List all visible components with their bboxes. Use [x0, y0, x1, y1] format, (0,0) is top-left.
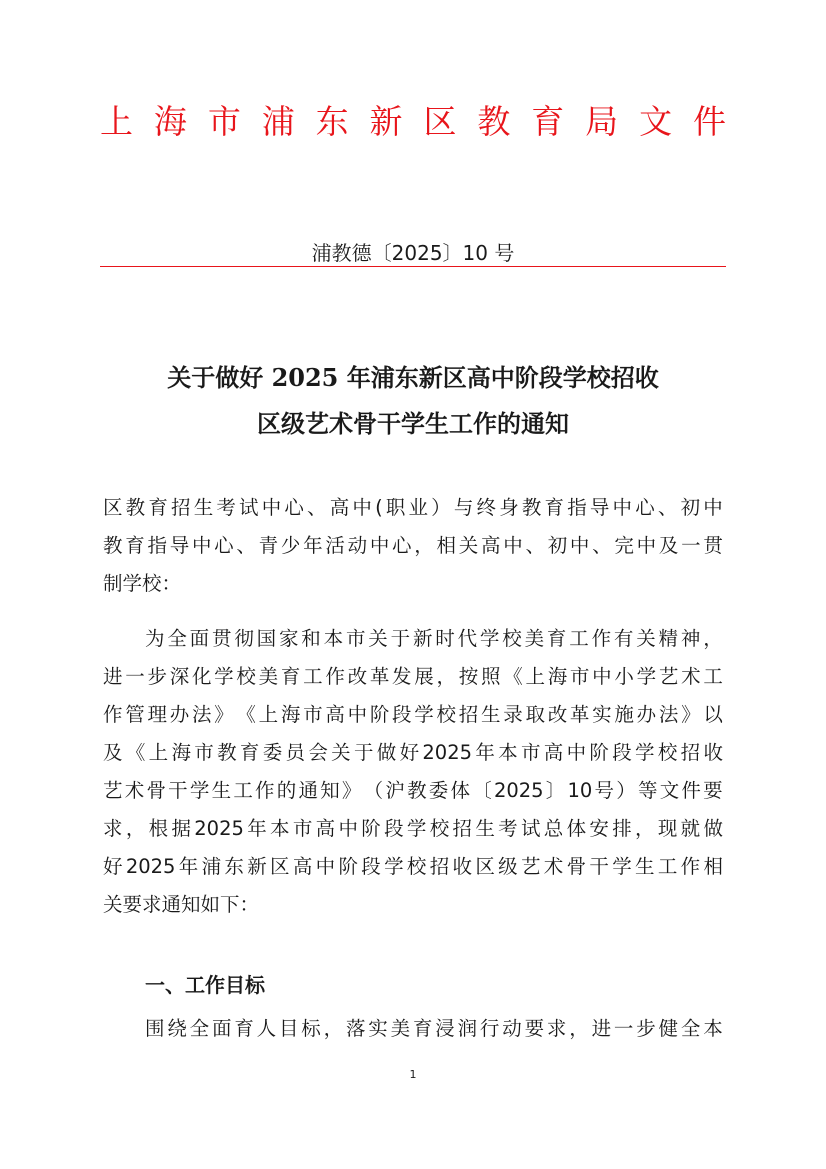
addressee-line: 教 育 指 导 中 心 、 青 少 年 活 动 中 心 ， 相 关 高 中 、 初 中 、 完 中 及 一 贯	[103, 534, 723, 557]
paragraph-line: 求 ， 根 据 2025 年 本 市 高 中 阶 段 学 校 招 生 考 试 总 体 安 排 ， 现 就 做	[103, 817, 723, 840]
issuer-header-char: 上	[100, 102, 133, 141]
paragraph-intro	[103, 620, 723, 924]
issuer-header-char: 育	[531, 102, 565, 141]
paragraph-goals	[103, 1010, 723, 1048]
issuer-header-char: 海	[153, 102, 187, 141]
issuer-header-char: 局	[585, 102, 619, 141]
paragraph-line: 为 全 面 贯 彻 国 家 和 本 市 关 于 新 时 代 学 校 美 育 工 作 有 关 精 神 ，	[145, 627, 723, 650]
issuer-header-char: 市	[207, 102, 241, 141]
section-heading: 一、工作目标	[145, 973, 265, 997]
issuer-header-char: 文	[639, 102, 673, 141]
addressee-block	[103, 489, 723, 603]
paragraph-line: 进 一 步 深 化 学 校 美 育 工 作 改 革 发 展 ， 按 照 《 上 海 市 中 小 学 艺 术 工	[103, 665, 723, 688]
addressee-line: 制学校：	[103, 572, 182, 595]
paragraph-line: 及 《 上 海 市 教 育 委 员 会 关 于 做 好 2025 年 本 市 高 中 阶 段 学 校 招 收	[103, 741, 723, 764]
red-divider	[100, 266, 726, 267]
document-title-line-1: 关于做好 2025 年浦东新区高中阶段学校招收	[167, 363, 659, 392]
paragraph-line: 围 绕 全 面 育 人 目 标 ， 落 实 美 育 浸 润 行 动 要 求 ， 进 一 步 健 全 本	[145, 1017, 723, 1040]
document-number: 浦教德〔2025〕10 号	[311, 241, 515, 265]
paragraph-line: 好 2025 年 浦 东 新 区 高 中 阶 段 学 校 招 收 区 级 艺 术 骨 干 学 生 工 作 相	[103, 855, 723, 878]
issuer-header	[100, 96, 726, 148]
paragraph-line: 作 管 理 办 法 》 《 上 海 市 高 中 阶 段 学 校 招 生 录 取 改 革 实 施 办 法 》 以	[103, 703, 723, 726]
issuer-header-char: 件	[692, 102, 726, 141]
issuer-header-char: 新	[369, 102, 403, 141]
issuer-header-char: 东	[315, 102, 349, 141]
document-title-line-2: 区级艺术骨干学生工作的通知	[257, 409, 569, 438]
paragraph-line: 关要求通知如下：	[103, 893, 260, 916]
issuer-header-char: 教	[477, 102, 511, 141]
issuer-header-char: 区	[423, 102, 457, 141]
addressee-line: 区 教 育 招 生 考 试 中 心 、 高 中 ( 职 业 ） 与 终 身 教 育 指 导 中 心 、 初 中	[103, 496, 723, 519]
paragraph-line: 艺 术 骨 干 学 生 工 作 的 通 知 》 （ 沪 教 委 体 〔 2025 〕 10 号 ） 等 文 件 要	[103, 779, 723, 802]
issuer-header-char: 浦	[261, 102, 295, 141]
page-number: 1	[409, 1068, 417, 1081]
